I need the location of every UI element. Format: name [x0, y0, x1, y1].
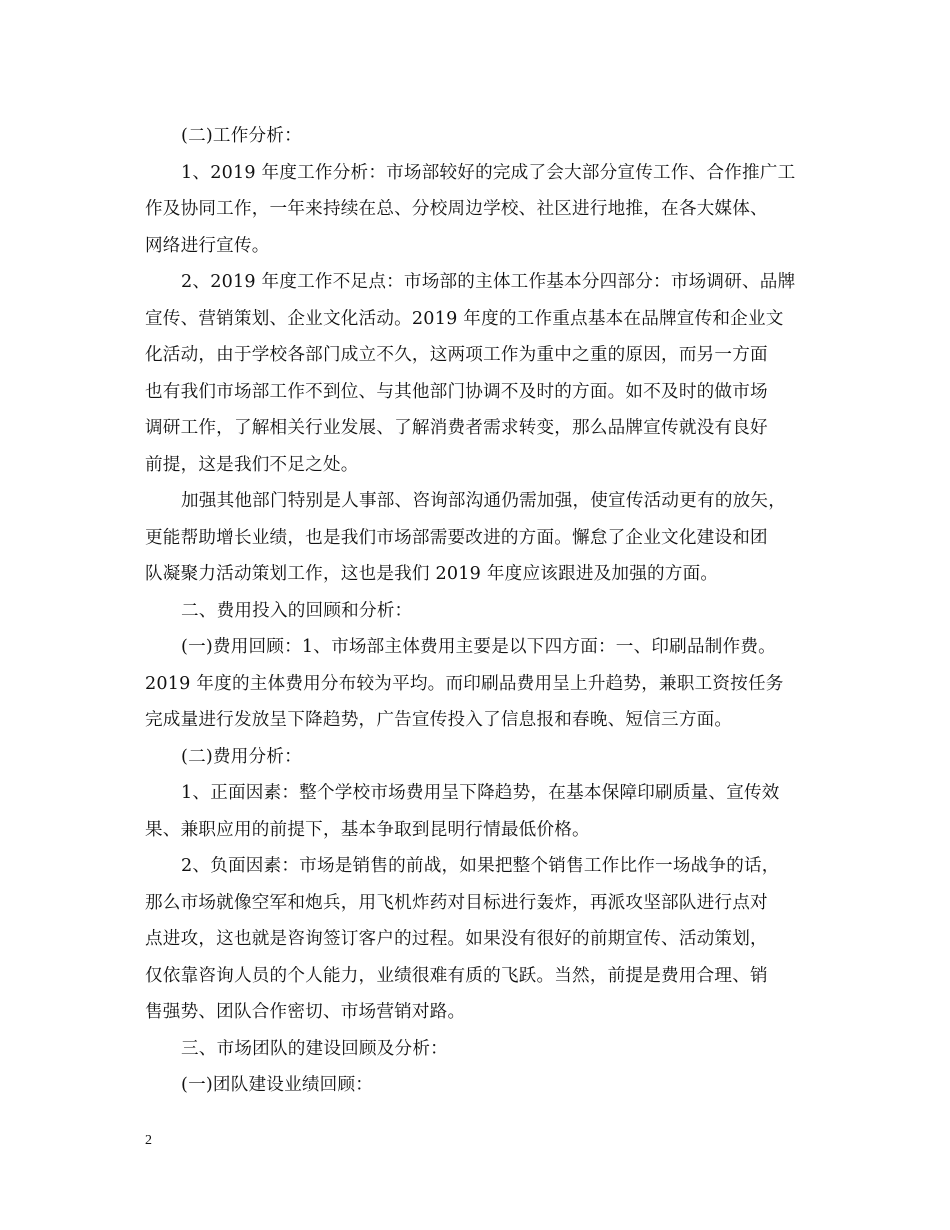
page-number: 2 — [145, 1133, 152, 1148]
text-line: 点进攻，这也就是咨询签订客户的过程。如果没有很好的前期宣传、活动策划， — [145, 929, 768, 949]
text-line: 宣传、营销策划、企业文化活动。2019 年度的工作重点基本在品牌宣传和企业文 — [145, 308, 784, 329]
text-line: 化活动，由于学校各部门成立不久，这两项工作为重中之重的原因，而另一方面 — [145, 345, 768, 365]
text-line: 也有我们市场部工作不到位、与其他部门协调不及时的方面。如不及时的做市场 — [145, 381, 768, 402]
text-line: (一)费用回顾：1、市场部主体费用主要是以下四方面：一、印刷品制作费。 — [181, 637, 776, 657]
text-line: 作及协同工作，一年来持续在总、分校周边学校、社区进行地推，在各大媒体、 — [145, 199, 768, 219]
text-line: 2、负面因素：市场是销售的前战，如果把整个销售工作比作一场战争的话， — [181, 856, 780, 876]
text-line: 1、正面因素：整个学校市场费用呈下降趋势，在基本保障印刷质量、宣传效 — [181, 783, 780, 803]
text-line: (二)工作分析： — [181, 126, 302, 146]
text-line: 1、2019 年度工作分析：市场部较好的完成了会大部分宣传工作、合作推广工 — [181, 162, 796, 183]
text-line: 网络进行宣传。 — [145, 235, 270, 256]
text-line: (一)团队建设业绩回顾： — [181, 1075, 374, 1095]
text-line: 2019 年度的主体费用分布较为平均。而印刷品费用呈上升趋势，兼职工资按任务 — [145, 673, 784, 694]
text-line: 那么市场就像空军和炮兵，用飞机炸药对目标进行轰炸，再派攻坚部队进行点对 — [145, 892, 768, 913]
text-line: 前提，这是我们不足之处。 — [145, 454, 359, 475]
text-line: 三、市场团队的建设回顾及分析： — [181, 1038, 448, 1059]
text-line: 完成量进行发放呈下降趋势，广告宣传投入了信息报和春晚、短信三方面。 — [145, 710, 733, 730]
document-body — [145, 118, 810, 1104]
text-line: 果、兼职应用的前提下，基本争取到昆明行情最低价格。 — [145, 819, 590, 840]
text-line: 调研工作，了解相关行业发展、了解消费者需求转变，那么品牌宣传就没有良好 — [145, 418, 768, 438]
text-line: 加强其他部门特别是人事部、咨询部沟通仍需加强，使宣传活动更有的放矢， — [181, 491, 786, 511]
text-line: 售强势、团队合作密切、市场营销对路。 — [145, 1002, 466, 1022]
text-line: 仅依靠咨询人员的个人能力，业绩很难有质的飞跃。当然，前提是费用合理、销 — [145, 965, 768, 986]
text-line: (二)费用分析： — [181, 746, 302, 767]
text-line: 更能帮助增长业绩，也是我们市场部需要改进的方面。懈怠了企业文化建设和团 — [145, 527, 768, 548]
text-line: 二、费用投入的回顾和分析： — [181, 600, 413, 621]
text-line: 队凝聚力活动策划工作，这也是我们 2019 年度应该跟进及加强的方面。 — [145, 564, 719, 584]
text-line: 2、2019 年度工作不足点：市场部的主体工作基本分四部分：市场调研、品牌 — [181, 272, 796, 292]
